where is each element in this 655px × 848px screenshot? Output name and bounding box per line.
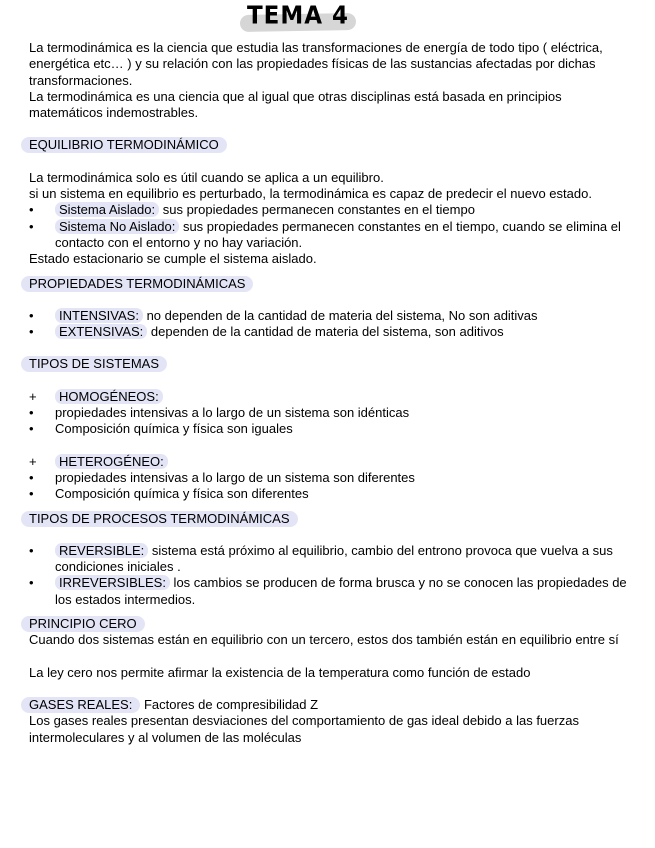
- list-item: [29, 308, 634, 324]
- list-item: [29, 543, 634, 576]
- term-highlight: HETEROGÉNEO:: [55, 454, 168, 469]
- bullet: •: [29, 202, 34, 218]
- term-highlight: HOMOGÉNEOS:: [55, 389, 163, 404]
- sub-heading: [29, 454, 634, 470]
- term-highlight: EXTENSIVAS:: [55, 324, 147, 339]
- equilibrio-paragraph-1: La termodinámica solo es útil cuando se aplica a un equilibro.: [29, 169, 384, 185]
- section-heading-procesos: TIPOS DE PROCESOS TERMODINÁMICAS: [21, 511, 298, 527]
- list-item-text: Composición química y física son diferentes: [55, 486, 309, 502]
- equilibrio-closing: Estado estacionario se cumple el sistema aislado.: [29, 251, 317, 267]
- list-item-text: dependen de la cantidad de materia del sistema, son aditivos: [147, 324, 504, 340]
- list-item-text: sistema está próximo al equilibrio, cambio del entrono provoca que vuelva a sus condiciones iniciales .: [55, 542, 613, 575]
- term-highlight: Sistema No Aislado:: [55, 219, 179, 234]
- list-item-text: Composición química y física son iguales: [55, 421, 293, 437]
- plus-marker: +: [29, 388, 37, 404]
- title-block: [240, 1, 358, 35]
- list-item-text: propiedades intensivas a lo largo de un sistema son idénticas: [55, 405, 410, 421]
- bullet: •: [29, 486, 34, 502]
- intro-paragraph-2: La termodinámica es una ciencia que al igual que otras disciplinas está basada en principios matemáticos indemostrables.: [29, 88, 562, 121]
- bullet: •: [29, 405, 34, 421]
- bullet: •: [29, 575, 34, 591]
- bullet: •: [29, 421, 34, 437]
- bullet: •: [29, 218, 34, 234]
- list-item-text: no dependen de la cantidad de materia del sistema, No son aditivas: [142, 307, 538, 323]
- section-heading-gases: GASES REALES:: [21, 697, 140, 713]
- principio-cero-paragraph-1: Cuando dos sistemas están en equilibrio con un tercero, estos dos también están en equilibrio entre sí: [29, 632, 619, 648]
- bullet: •: [29, 324, 34, 340]
- page-title: TEMA 4: [246, 1, 350, 31]
- section-heading-principio-cero: PRINCIPIO CERO: [21, 616, 145, 632]
- list-item: [29, 324, 634, 340]
- list-item: [29, 575, 634, 608]
- list-item: [29, 486, 634, 502]
- term-highlight: REVERSIBLE:: [55, 543, 148, 558]
- gases-paragraph: Los gases reales presentan desviaciones del comportamiento de gas ideal debido a las fuerzas intermoleculares y al volumen de las moléculas: [29, 713, 579, 745]
- list-item: [29, 421, 634, 437]
- list-item: [29, 202, 634, 218]
- plus-marker: +: [29, 453, 37, 469]
- bullet: •: [29, 469, 34, 485]
- principio-cero-paragraph-2: La ley cero nos permite afirmar la existencia de la temperatura como función de estado: [29, 664, 531, 680]
- bullet: •: [29, 542, 34, 558]
- list-item: [29, 219, 634, 252]
- list-item-text: los cambios se producen de forma brusca y no se conocen las propiedades de los estados intermedios.: [55, 575, 627, 607]
- section-heading-tipos-sistemas: TIPOS DE SISTEMAS: [21, 356, 167, 372]
- list-item-text: propiedades intensivas a lo largo de un sistema son diferentes: [55, 469, 415, 485]
- section-heading-equilibrio: EQUILIBRIO TERMODINÁMICO: [21, 137, 227, 153]
- section-heading-propiedades: PROPIEDADES TERMODINÁMICAS: [21, 276, 253, 292]
- list-item-text: sus propiedades permanecen constantes en el tiempo, cuando se elimina el contacto con el entorno y no hay variación.: [55, 218, 621, 250]
- bullet: •: [29, 307, 34, 323]
- gases-heading-rest: Factores de compresibilidad Z: [140, 696, 319, 712]
- sub-heading: [29, 389, 634, 405]
- term-highlight: IRREVERSIBLES:: [55, 575, 170, 590]
- list-item: [29, 470, 634, 486]
- term-highlight: INTENSIVAS:: [55, 308, 143, 323]
- term-highlight: Sistema Aislado:: [55, 202, 159, 217]
- document-body: [29, 40, 634, 746]
- list-item-text: sus propiedades permanecen constantes en el tiempo: [159, 202, 475, 218]
- list-item: [29, 405, 634, 421]
- gases-heading-line: [29, 697, 634, 713]
- intro-paragraph-1: La termodinámica es la ciencia que estudia las transformaciones de energía de todo tipo ( eléctrica, energética etc… ) y su relación con las propiedades físicas de las sustancias afectadas por dichas transformaciones.: [29, 40, 603, 88]
- equilibrio-paragraph-2: si un sistema en equilibrio es perturbado, la termodinámica es capaz de predecir el nuevo estado.: [29, 186, 592, 202]
